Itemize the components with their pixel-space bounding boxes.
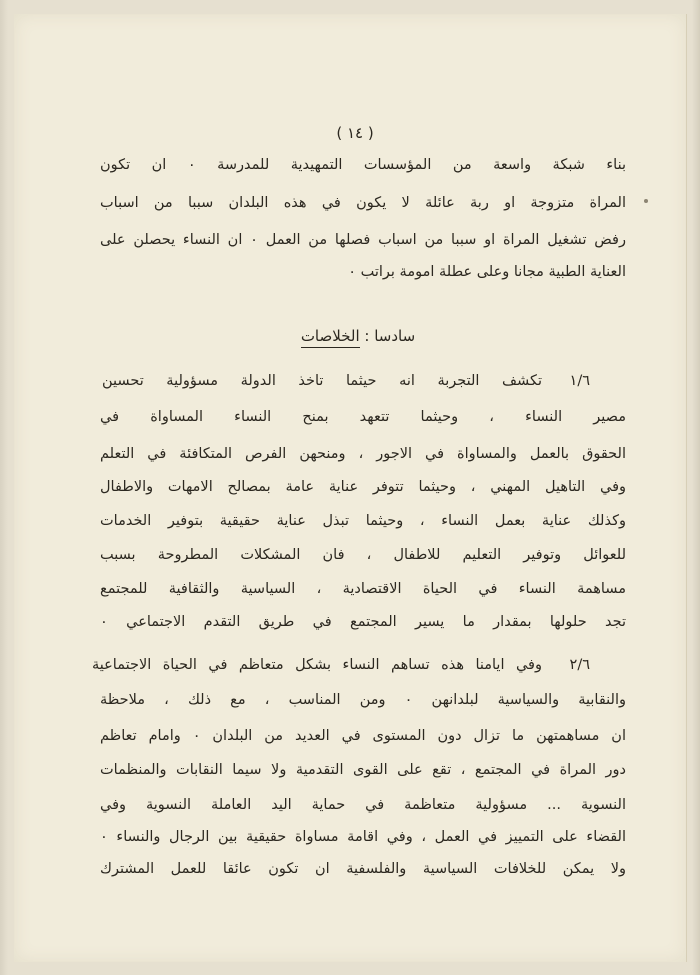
section-line: للعوائل وتوفير التعليم للاطفال ، فان المشكلات المطروحة بسبب	[100, 547, 626, 563]
body-line: رفض تشغيل المراة او سببا من اسباب فصلها من العمل ۰ ان النساء يحصلن على	[100, 232, 626, 248]
section-line: وفي التاهيل المهني ، وحيثما تتوفر عناية عامة بمصالح الامهات والاطفال	[100, 479, 626, 495]
section-line: مصير النساء ، وحيثما تتعهد بمنح النساء المساواة في	[100, 409, 626, 425]
section-line: ولا يمكن للخلافات السياسية والفلسفية ان تكون عائقا للعمل المشترك	[100, 861, 626, 877]
section-line: والنقابية والسياسية لبلدانهن ۰ ومن المناسب ، مع ذلك ، ملاحظة	[100, 692, 626, 708]
section-line: وفي ايامنا هذه تساهم النساء بشكل متعاظم في الحياة الاجتماعية	[92, 657, 542, 673]
section-line: مساهمة النساء في الحياة الاقتصادية ، السياسية والثقافية للمجتمع	[100, 581, 626, 597]
body-line: العناية الطبية مجانا وعلى عطلة امومة براتب ۰	[348, 264, 626, 280]
section-heading	[258, 327, 458, 345]
page-number: ( ١٤ )	[336, 124, 374, 142]
section-line: الحقوق بالعمل والمساواة في الاجور ، ومنحهن الفرص المتكافئة في التعلم	[100, 446, 626, 462]
ink-speck	[644, 199, 648, 203]
body-line: بناء شبكة واسعة من المؤسسات التمهيدية للمدرسة ۰ ان تكون	[100, 157, 626, 173]
section-line: دور المراة في المجتمع ، تقع على القوى التقدمية ولا سيما النقابات والمنظمات	[100, 762, 626, 778]
section-number: ١/٦	[569, 373, 590, 389]
section-line: تجد حلولها بمقدار ما يسير المجتمع في طريق التقدم الاجتماعي ۰	[100, 614, 626, 630]
section-line: ان مساهمتهن ما تزال دون المستوى في العديد من البلدان ۰ وامام تعاظم	[100, 728, 626, 744]
section-heading-prefix: سادسا :	[364, 327, 416, 345]
section-number: ٢/٦	[569, 657, 590, 673]
section-heading-title: الخلاصات	[301, 327, 360, 348]
section-line: النسوية ... مسؤولية متعاظمة في حماية اليد العاملة النسوية وفي	[100, 797, 626, 813]
section-line: القضاء على التمييز في العمل ، وفي اقامة مساواة حقيقية بين الرجال والنساء ۰	[100, 829, 626, 845]
section-line: تكشف التجربة انه حيثما تاخذ الدولة مسؤولية تحسين	[102, 373, 542, 389]
body-line: المراة متزوجة او ربة عائلة لا يكون في هذه البلدان سببا من اسباب	[100, 195, 626, 211]
section-line: وكذلك عناية بعمل النساء ، وحيثما تبذل عناية حقيقية بتوفير الخدمات	[100, 513, 626, 529]
